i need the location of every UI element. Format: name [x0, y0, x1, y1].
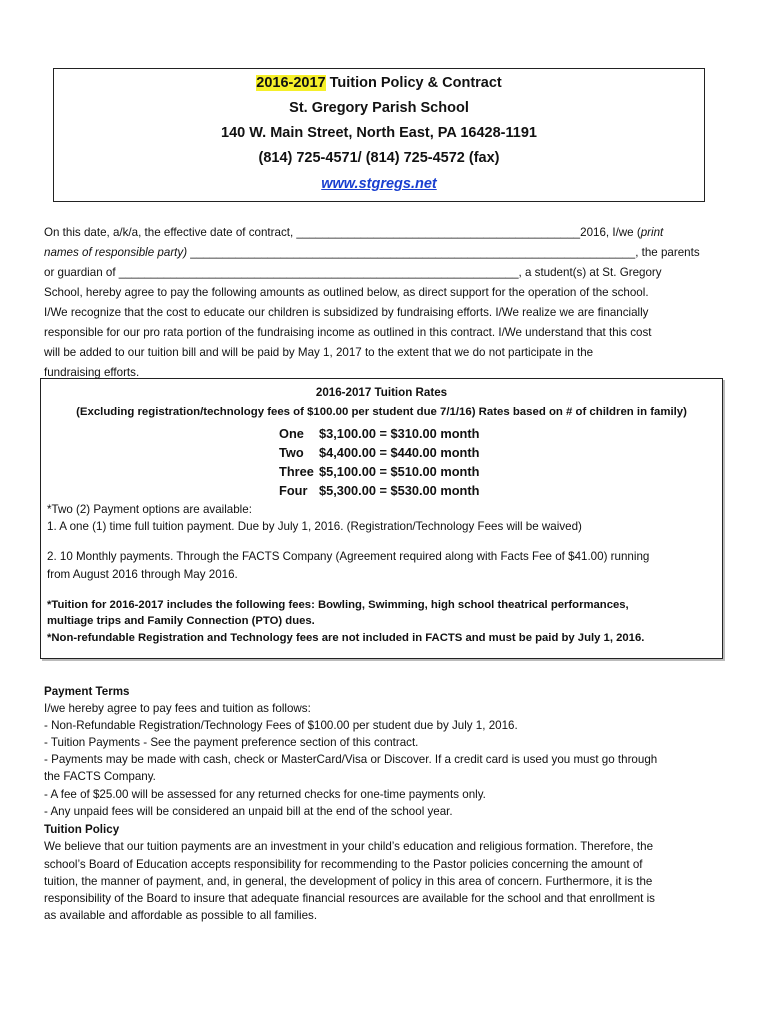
- document-title: [54, 74, 704, 92]
- payment-terms-line: - Tuition Payments - See the payment preference section of this contract.: [44, 736, 419, 749]
- intro-line-1-italic: print: [640, 226, 664, 239]
- school-phone: (814) 725-4571/ (814) 725-4572 (fax): [258, 150, 500, 166]
- payment-options-intro: *Two (2) Payment options are available:: [47, 503, 252, 516]
- included-fees-line-1: *Tuition for 2016-2017 includes the following fees: Bowling, Swimming, high school theatrical performances,: [47, 599, 629, 611]
- payment-terms-heading: Payment Terms: [44, 685, 130, 698]
- intro-line-6: responsible for our pro rata portion of the fundraising income as outlined in this contract. I/We understand that this cost: [44, 326, 652, 339]
- rate-value: $5,300.00 = $530.00 month: [319, 483, 480, 498]
- intro-line-1: [44, 225, 663, 240]
- rate-row-one: [279, 426, 479, 442]
- tuition-policy-line: school’s Board of Education accepts responsibility for recommending to the Pastor policies concerning the amount of: [44, 858, 643, 871]
- website-link[interactable]: www.stgregs.net: [321, 176, 437, 192]
- rate-label: Two: [279, 445, 304, 460]
- rates-heading: 2016-2017 Tuition Rates: [315, 386, 448, 399]
- payment-terms-line: - Any unpaid fees will be considered an unpaid bill at the end of the school year.: [44, 805, 453, 818]
- intro-line-2: [44, 245, 700, 260]
- payment-terms-line: - A fee of $25.00 will be assessed for any returned checks for one-time payments only.: [44, 788, 486, 801]
- tuition-policy-line: We believe that our tuition payments are an investment in your child’s education and religious formation. Therefore, the: [44, 840, 654, 853]
- rate-label: One: [279, 426, 304, 441]
- payment-option-2-line-1: 2. 10 Monthly payments. Through the FACTS Company (Agreement required along with Facts Fee of $41.00) running: [47, 550, 650, 563]
- payment-terms-line: - Payments may be made with cash, check or MasterCard/Visa or Discover. If a credit card is used you must go through: [44, 753, 658, 766]
- rate-row-four: [279, 483, 479, 499]
- school-name: St. Gregory Parish School: [289, 100, 469, 116]
- intro-line-2-italic: names of responsible party): [44, 246, 188, 259]
- payment-terms-line: - Non-Refundable Registration/Technology Fees of $100.00 per student due by July 1, 2016.: [44, 719, 518, 732]
- rate-value: $5,100.00 = $510.00 month: [319, 464, 480, 479]
- tuition-policy-line: tuition, the manner of payment, and, in general, the development of policy in this area of concern. Furthermore, it is the: [44, 875, 653, 888]
- intro-line-2-text: _____________________________________________________________________, the parents: [187, 246, 700, 259]
- tuition-rates-box: [40, 378, 723, 659]
- rate-label: Three: [279, 464, 314, 479]
- intro-line-4: School, hereby agree to pay the following amounts as outlined below, as direct support for the operation of the school.: [44, 286, 649, 299]
- tuition-policy-line: as available and affordable as possible to all families.: [44, 909, 318, 922]
- intro-line-3: or guardian of ______________________________________________________________, a student(s) at St. Gregory: [44, 266, 662, 279]
- rate-row-three: [279, 464, 479, 480]
- title-text: Tuition Policy & Contract: [325, 75, 502, 91]
- rate-value: $3,100.00 = $310.00 month: [319, 426, 480, 441]
- intro-line-1-text: On this date, a/k/a, the effective date of contract, ____________________________________________2016, I/we (: [44, 226, 641, 239]
- intro-line-5: I/We recognize that the cost to educate our children is subsidized by fundraising efforts. I/We realize we are financially: [44, 306, 649, 319]
- payment-option-1: 1. A one (1) time full tuition payment. Due by July 1, 2016. (Registration/Technology Fees will be waived): [47, 520, 582, 533]
- school-address: 140 W. Main Street, North East, PA 16428-1191: [221, 125, 537, 141]
- intro-line-8: fundraising efforts.: [44, 366, 140, 379]
- intro-line-7: will be added to our tuition bill and will be paid by May 1, 2017 to the extent that we do not participate in the: [44, 346, 594, 359]
- payment-option-2-line-2: from August 2016 through May 2016.: [47, 568, 238, 581]
- title-year-highlight: 2016-2017: [256, 75, 326, 91]
- tuition-policy-line: responsibility of the Board to insure that adequate financial resources are available for the school and that enrollment is: [44, 892, 655, 905]
- header-box: [53, 68, 705, 202]
- rate-row-two: [279, 445, 479, 461]
- payment-terms-line: the FACTS Company.: [44, 770, 156, 783]
- tuition-policy-heading: Tuition Policy: [44, 823, 120, 836]
- rate-label: Four: [279, 483, 308, 498]
- rates-subheading: (Excluding registration/technology fees of $100.00 per student due 7/1/16) Rates based on # of children in family): [76, 406, 687, 418]
- rate-value: $4,400.00 = $440.00 month: [319, 445, 480, 460]
- payment-terms-line: I/we hereby agree to pay fees and tuition as follows:: [44, 702, 311, 715]
- included-fees-line-2: multiage trips and Family Connection (PTO) dues.: [47, 615, 315, 627]
- non-refundable-fees-note: *Non-refundable Registration and Technology fees are not included in FACTS and must be paid by July 1, 2016.: [47, 632, 645, 644]
